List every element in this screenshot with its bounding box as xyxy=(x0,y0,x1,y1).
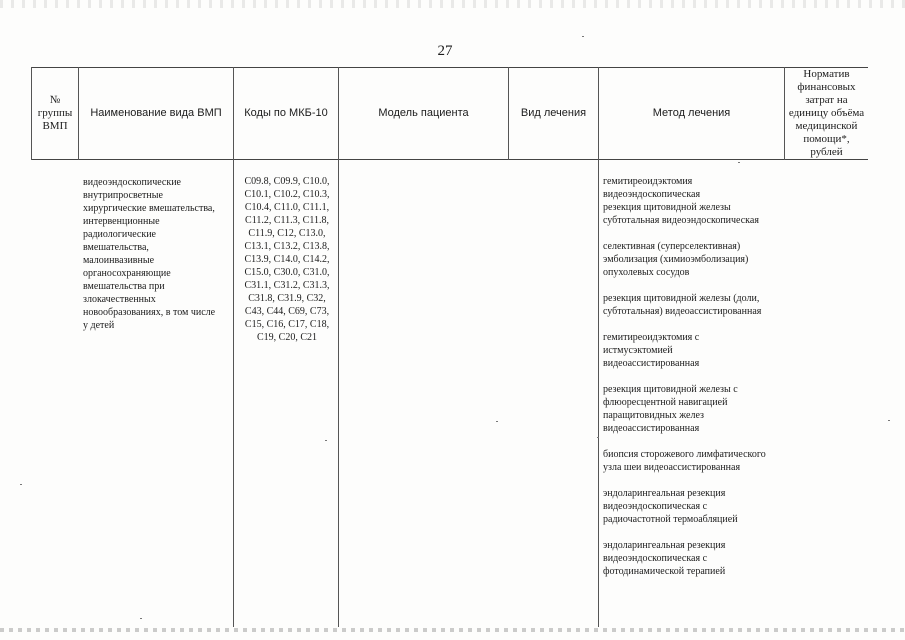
header-text: № xyxy=(49,94,61,106)
header-text: рублей xyxy=(810,146,843,158)
cell-text-line: субтотальная) видеоассистированная xyxy=(603,306,762,317)
cell-text-line: резекция щитовидной железы xyxy=(603,202,731,213)
cell-text-line: C11.2, C11.3, C11.8, xyxy=(245,215,329,226)
cell-text-line: хирургические вмешательства, xyxy=(83,203,215,214)
cell-text-line: вмешательства, xyxy=(83,242,149,253)
header-group-number xyxy=(31,68,79,159)
treatment-method-item xyxy=(603,487,785,526)
cell-text-line: эмболизация (химиоэмболизация) xyxy=(603,254,749,265)
cell-text-line: видеоэндоскопическая с xyxy=(603,501,708,512)
header-bottom-border xyxy=(31,159,868,160)
treatment-method-item xyxy=(603,539,785,578)
cell-text-line: C10.1, C10.2, C10.3, xyxy=(244,189,330,200)
header-text: ВМП xyxy=(42,120,68,132)
cell-text-line: гемитиреоидэктомия xyxy=(603,176,693,187)
cell-text-line: эндоларингеальная резекция xyxy=(603,488,726,499)
cell-text-line: истмусэктомией xyxy=(603,345,673,356)
header-text: затрат на xyxy=(805,94,848,106)
header-icd-codes: Коды по МКБ-10 xyxy=(244,107,328,119)
cell-text-line: резекция щитовидной железы (доли, xyxy=(603,293,760,304)
cell-text-line: флюоресцентной навигацией xyxy=(603,397,728,408)
header-text: Норматив xyxy=(803,68,850,80)
cell-text-line: C15, C16, C17, C18, xyxy=(244,319,330,330)
cell-icd-codes xyxy=(238,175,336,344)
cell-text-line: внутрипросветные xyxy=(83,190,163,201)
cell-text-line: у детей xyxy=(83,320,115,331)
cell-text-line: новообразованиях, в том числе xyxy=(83,307,216,318)
cell-text-line: малоинвазивные xyxy=(83,255,155,266)
header-text: группы xyxy=(37,107,73,119)
header-treatment-type: Вид лечения xyxy=(520,107,587,119)
cell-text-line: видеоассистированная xyxy=(603,358,700,369)
scan-edge-noise xyxy=(0,628,905,632)
cell-text-line: опухолевых сосудов xyxy=(603,267,690,278)
treatment-method-item xyxy=(603,448,785,474)
header-treatment-method: Метод лечения xyxy=(652,107,731,119)
cell-text-line: гемитиреоидэктомия с xyxy=(603,332,700,343)
cell-text-line: C13.9, C14.0, C14.2, xyxy=(244,254,330,265)
cell-text-line: селективная (суперселективная) xyxy=(603,241,741,252)
cell-text-line: C31.8, C31.9, C32, xyxy=(248,293,326,304)
cell-text-line: видеоэндоскопические xyxy=(83,177,181,188)
treatment-method-item xyxy=(603,240,785,279)
cell-text-line: C43, C44, C69, C73, xyxy=(244,306,330,317)
header-text: финансовых xyxy=(797,81,856,93)
cell-text-line: C13.1, C13.2, C13.8, xyxy=(244,241,330,252)
cell-text-line: резекция щитовидной железы с xyxy=(603,384,738,395)
cell-text-line: вмешательства при xyxy=(83,281,165,292)
cell-text-line: радиологические xyxy=(83,229,156,240)
header-patient-model: Модель пациента xyxy=(378,107,469,119)
treatment-method-item xyxy=(603,292,785,318)
cell-text-line: видеоэндоскопическая xyxy=(603,189,701,200)
cell-text-line: C11.9, C12, C13.0, xyxy=(248,228,326,239)
cell-text-line: интервенционные xyxy=(83,216,160,227)
cell-text-line: видеоассистированная xyxy=(603,423,700,434)
page-number: 27 xyxy=(437,43,453,59)
header-financial-norm xyxy=(785,68,868,159)
cell-text-line: субтотальная видеоэндоскопическая xyxy=(603,215,759,226)
cell-text-line: C19, C20, C21 xyxy=(256,332,317,343)
cell-vmp-name xyxy=(83,176,233,332)
header-text: единицу объёма xyxy=(788,107,865,119)
cell-text-line: злокачественных xyxy=(83,294,156,305)
scan-edge-noise xyxy=(0,0,905,8)
cell-text-line: фотодинамической терапией xyxy=(603,566,726,577)
cell-text-line: видеоэндоскопическая с xyxy=(603,553,708,564)
treatment-method-item xyxy=(603,331,785,370)
cell-text-line: C09.8, C09.9, C10.0, xyxy=(244,176,330,187)
header-text: медицинской xyxy=(795,120,858,132)
treatment-method-item xyxy=(603,383,785,435)
cell-text-line: C31.1, C31.2, C31.3, xyxy=(244,280,330,291)
cell-text-line: биопсия сторожевого лимфатического xyxy=(603,449,766,460)
header-vmp-name: Наименование вида ВМП xyxy=(90,107,222,119)
header-text: помощи*, xyxy=(803,133,850,145)
cell-text-line: C10.4, C11.0, C11.1, xyxy=(244,202,330,213)
cell-text-line: узла шеи видеоассистированная xyxy=(603,462,741,473)
cell-text-line: эндоларингеальная резекция xyxy=(603,540,726,551)
cell-text-line: органосохраняющие xyxy=(83,268,171,279)
cell-text-line: радиочастотной термоабляцией xyxy=(603,514,738,525)
cell-treatment-methods xyxy=(603,175,785,591)
treatment-method-item xyxy=(603,175,785,227)
cell-text-line: паращитовидных желез xyxy=(603,410,704,421)
cell-text-line: C15.0, C30.0, C31.0, xyxy=(244,267,330,278)
